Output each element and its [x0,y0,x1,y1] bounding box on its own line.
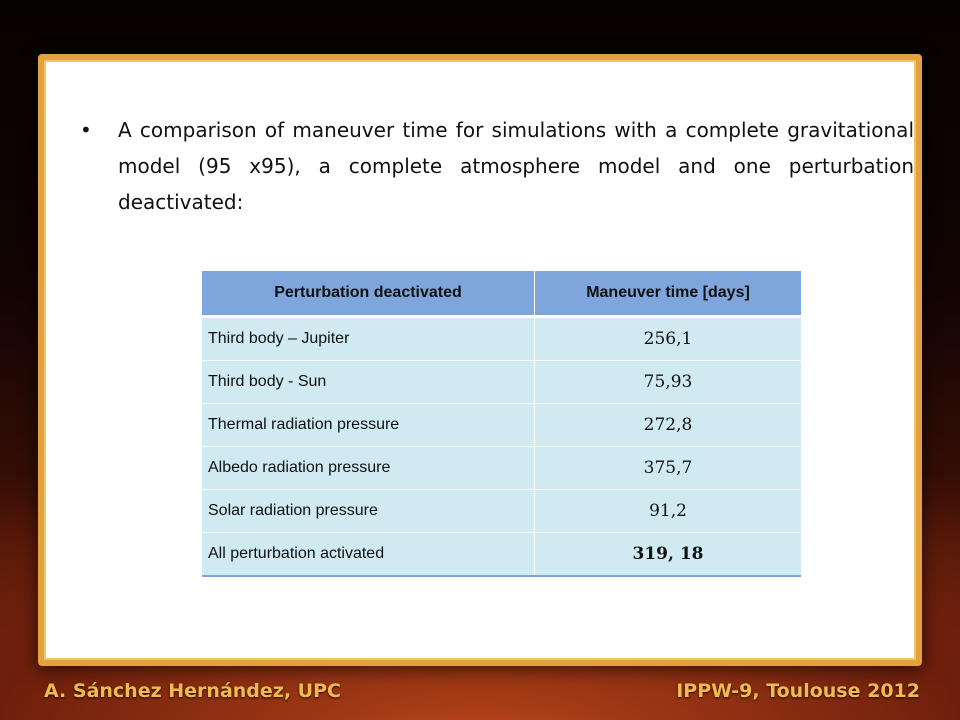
cell-time: 91,2 [535,490,802,533]
footer-event: IPPW-9, Toulouse 2012 [676,680,920,702]
header-perturbation: Perturbation deactivated [202,271,535,317]
table-row [202,533,801,577]
table-row [202,404,801,447]
cell-perturbation: Albedo radiation pressure [202,447,535,490]
cell-time: 75,93 [535,361,802,404]
cell-perturbation: Thermal radiation pressure [202,404,535,447]
table-row [202,317,801,361]
table-row [202,447,801,490]
bullet-icon: • [80,118,92,142]
table-header-row [202,271,801,317]
bullet-paragraph [74,112,914,220]
maneuver-time-table [202,271,801,577]
footer-author: A. Sánchez Hernández, UPC [44,680,341,702]
bullet-text: A comparison of maneuver time for simulations with a complete gravitational model (95 x95), a complete atmosphere model and one perturbation deactivated: [118,118,914,214]
cell-perturbation: Third body – Jupiter [202,317,535,361]
cell-time: 256,1 [535,317,802,361]
cell-perturbation: Third body - Sun [202,361,535,404]
table-row [202,490,801,533]
cell-perturbation: All perturbation activated [202,533,535,577]
cell-perturbation: Solar radiation pressure [202,490,535,533]
slide-content-panel [38,54,922,666]
table-row [202,361,801,404]
cell-time: 375,7 [535,447,802,490]
cell-time: 319, 18 [535,533,802,577]
header-maneuver-time: Maneuver time [days] [535,271,802,317]
cell-time: 272,8 [535,404,802,447]
